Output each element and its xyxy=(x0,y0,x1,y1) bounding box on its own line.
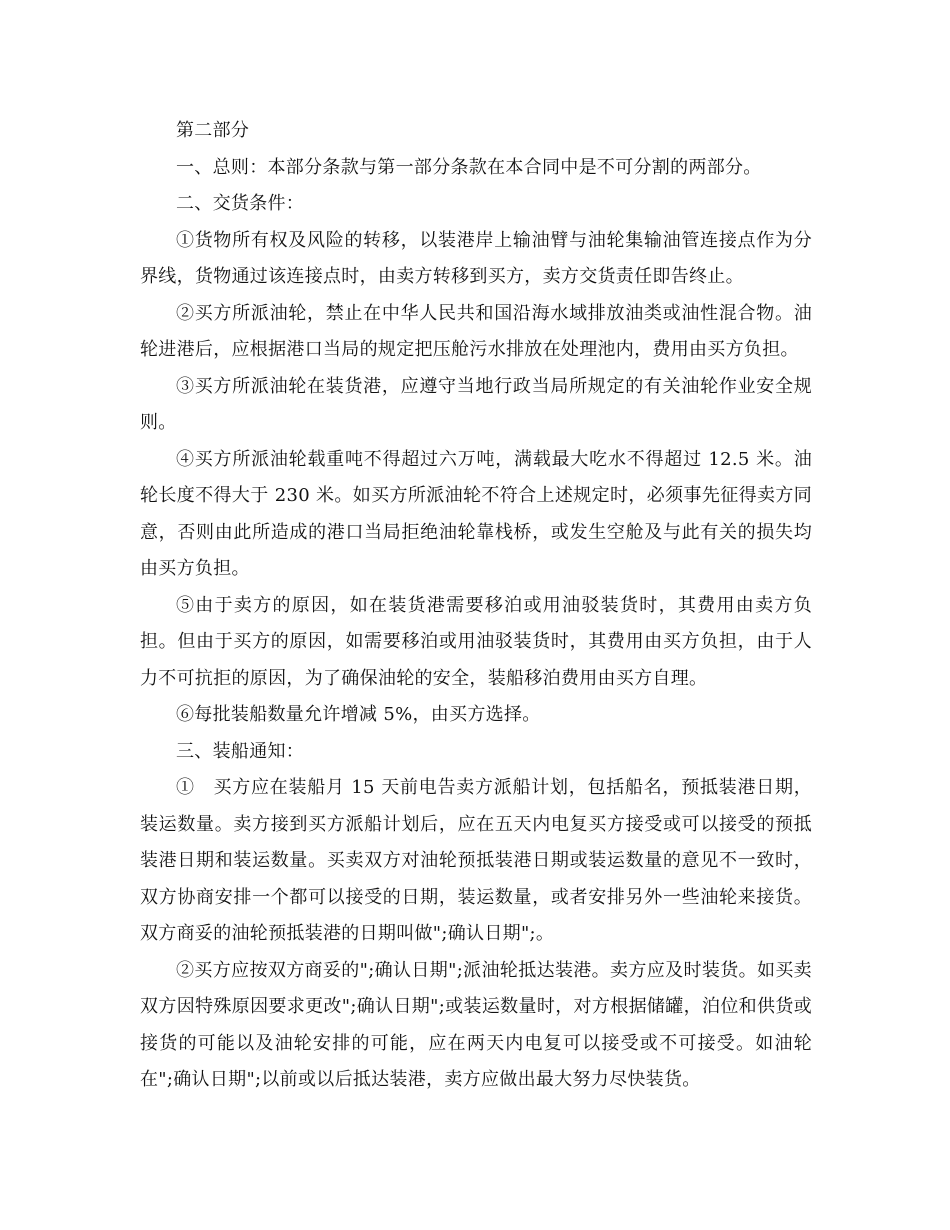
clause-delivery-4: ④买方所派油轮载重吨不得超过六万吨，满载最大吃水不得超过 12.5 米。油轮长度不得大于 230 米。如买方所派油轮不符合上述规定时，必须事先征得卖方同意，否则由此所造成的港口当局拒绝油轮靠栈桥，或发生空舱及与此有关的损失均由买方负担。 xyxy=(140,448,812,579)
heading-shipping-notice: 三、装船通知： xyxy=(176,740,305,762)
section-heading-part-two: 第二部分 xyxy=(176,120,250,141)
clause-delivery-3: ③买方所派油轮在装货港，应遵守当地行政当局所规定的有关油轮作业安全规则。 xyxy=(140,375,812,433)
heading-delivery-conditions: 二、交货条件： xyxy=(176,193,305,214)
clause-delivery-5: ⑤由于卖方的原因，如在装货港需要移泊或用油驳装货时，其费用由卖方负担。但由于买方的原因，如需要移泊或用油驳装货时，其费用由买方负担，由于人力不可抗拒的原因，为了确保油轮的安全，装船移泊费用由买方自理。 xyxy=(140,594,812,689)
clause-delivery-2: ②买方所派油轮，禁止在中华人民共和国沿海水域排放油类或油性混合物。油轮进港后，应根据港口当局的规定把压舱污水排放在处理池内，费用由买方负担。 xyxy=(140,302,812,360)
clause-notice-2: ②买方应按双方商妥的";确认日期";派油轮抵达装港。卖方应及时装货。如买卖双方因特殊原因要求更改";确认日期";或装运数量时，对方根据储罐，泊位和供货或接货的可能以及油轮安排的可能，应在两天内电复可以接受或不可接受。如油轮在";确认日期";以前或以后抵达装港，卖方应做出最大努力尽快装货。 xyxy=(140,959,812,1090)
clause-notice-1: ① 买方应在装船月 15 天前电告卖方派船计划，包括船名，预抵装港日期，装运数量。卖方接到买方派船计划后，应在五天内电复买方接受或可以接受的预抵装港日期和装运数量。买卖双方对油轮预抵装港日期或装运数量的意见不一致时，双方协商安排一个都可以接受的日期，装运数量，或者安排另外一些油轮来接货。双方商妥的油轮预抵装港的日期叫做";确认日期";。 xyxy=(140,777,812,944)
paragraph-general-principles: 一、总则：本部分条款与第一部分条款在本合同中是不可分割的两部分。 xyxy=(176,156,762,178)
document-body xyxy=(140,113,812,1099)
clause-delivery-1: ①货物所有权及风险的转移，以装港岸上输油臂与油轮集输油管连接点作为分界线，货物通过该连接点时，由卖方转移到买方，卖方交货责任即告终止。 xyxy=(140,229,812,287)
clause-delivery-6: ⑥每批装船数量允许增减 5%，由买方选择。 xyxy=(176,704,541,725)
